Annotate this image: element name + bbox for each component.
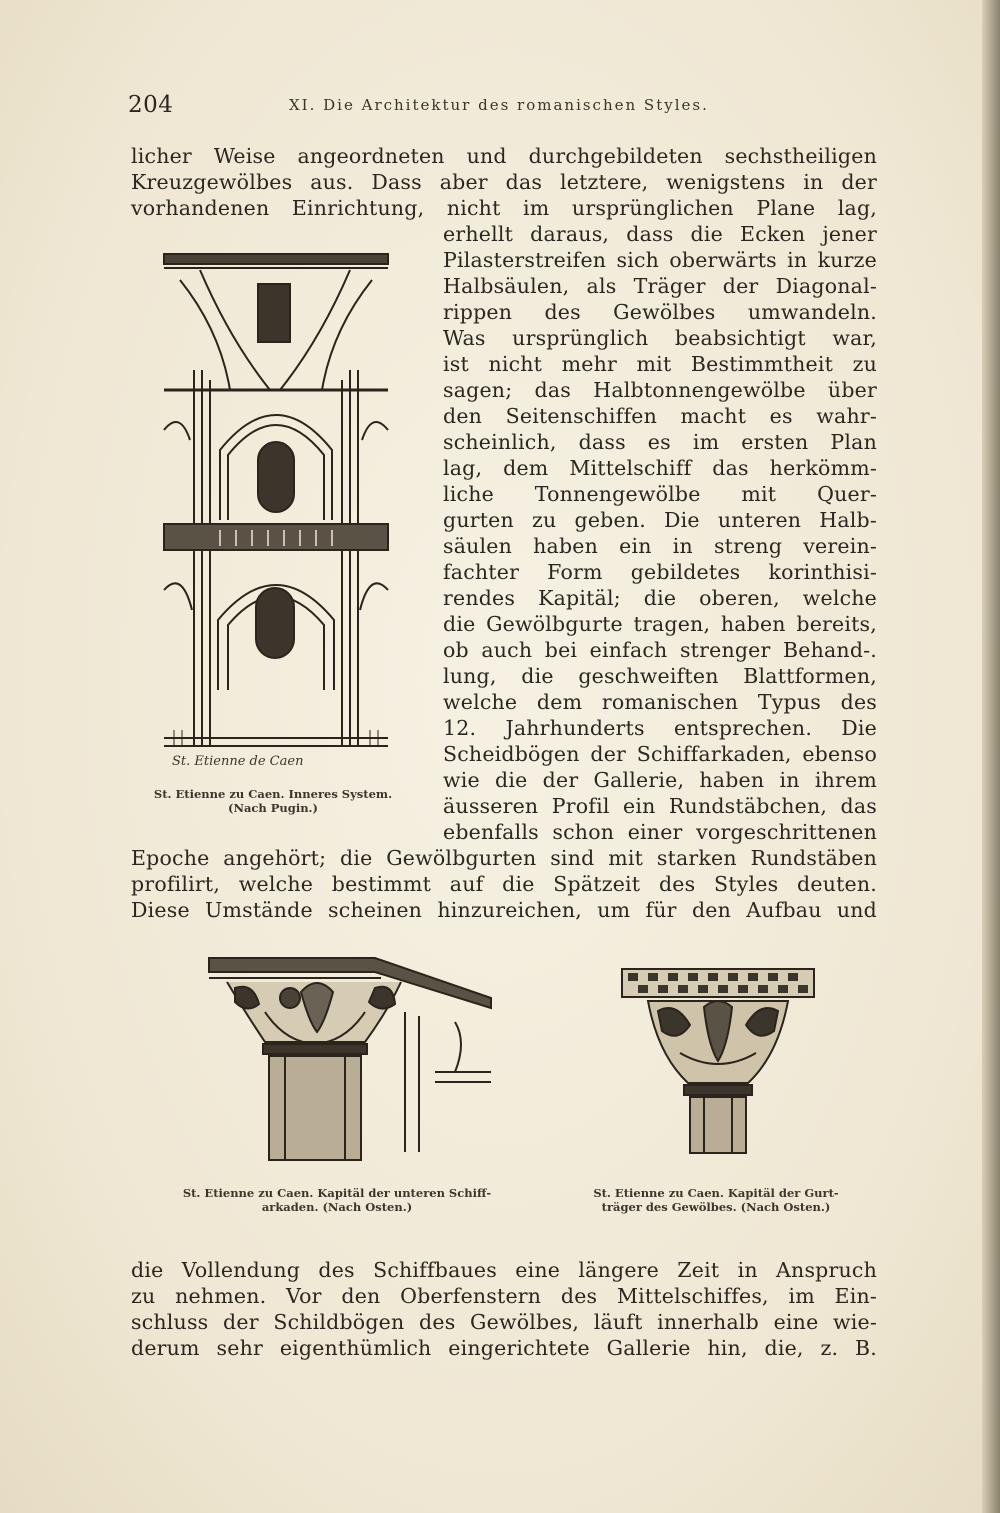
text-line: Diese Umstände scheinen hinzureichen, um für den Aufbau und [131,898,877,922]
caption-line: St. Etienne zu Caen. Kapitäl der unteren Schiff- [182,1186,492,1200]
text-line: Halbsäulen, als Träger der Diagonal- [443,274,877,298]
interior-elevation-figure [160,250,392,750]
text-line: Pilasterstreifen sich oberwärts in kurze [443,248,877,272]
text-line: Kreuzgewölbes aus. Dass aber das letztere, wenigstens in der [131,170,877,194]
text-line: derum sehr eigenthümlich eingerichtete Gallerie hin, die, z. B. [131,1336,877,1360]
text-line: die Gewölbgurte tragen, haben bereits, [443,612,877,636]
vault-capital-caption [556,1186,876,1214]
text-line: vorhandenen Einrichtung, nicht im ursprünglichen Plane lag, [131,196,877,220]
caption-line: arkaden. (Nach Osten.) [261,1200,413,1214]
text-line: liche Tonnengewölbe mit Quer- [443,482,877,506]
text-line: lag, dem Mittelschiff das herkömm- [443,456,877,480]
text-line: schluss der Schildbögen des Gewölbes, läuft innerhalb eine wie- [131,1310,877,1334]
page-edge [982,0,1000,1513]
text-line: ebenfalls schon einer vorgeschrittenen [443,820,877,844]
arcade-capital-figure [205,952,495,1162]
text-line: wie die der Gallerie, haben in ihrem [443,768,877,792]
interior-elevation-drawing [160,250,392,750]
caption-line: träger des Gewölbes. (Nach Osten.) [601,1200,831,1214]
text-line: gurten zu geben. Die unteren Halb- [443,508,877,532]
caption-line: St. Etienne zu Caen. Kapitäl der Gurt- [593,1186,839,1200]
vault-capital-drawing [618,965,818,1155]
arcade-capital-drawing [205,952,495,1162]
text-line: licher Weise angeordneten und durchgebildeten sechstheiligen [131,144,877,168]
arcade-capital-caption [152,1186,522,1214]
caption-line: (Nach Pugin.) [228,801,318,815]
text-line: erhellt daraus, dass die Ecken jener [443,222,877,246]
text-line: äusseren Profil ein Rundstäbchen, das [443,794,877,818]
interior-figure-caption [128,787,418,815]
text-line: lung, die geschweiften Blattformen, [443,664,877,688]
vault-capital-figure [618,965,818,1155]
text-line: Epoche angehört; die Gewölbgurten sind mit starken Rundstäben [131,846,877,870]
text-line: welche dem romanischen Typus des [443,690,877,714]
text-line: säulen haben ein in streng verein- [443,534,877,558]
running-head: XI. Die Architektur des romanischen Styles. [289,96,709,114]
page-number: 204 [128,92,174,118]
text-line: rendes Kapitäl; die oberen, welche [443,586,877,610]
caption-line: St. Etienne zu Caen. Inneres System. [153,787,393,801]
text-line: profilirt, welche bestimmt auf die Spätzeit des Styles deuten. [131,872,877,896]
text-line: Scheidbögen der Schiffarkaden, ebenso [443,742,877,766]
text-line: ist nicht mehr mit Bestimmtheit zu [443,352,877,376]
page-header [128,92,888,122]
figure-inscription: St. Etienne de Caen [172,754,304,769]
text-line: die Vollendung des Schiffbaues eine längere Zeit in Anspruch [131,1258,877,1282]
text-line: fachter Form gebildetes korinthisi- [443,560,877,584]
text-line: zu nehmen. Vor den Oberfenstern des Mittelschiffes, im Ein- [131,1284,877,1308]
text-line: 12. Jahrhunderts entsprechen. Die [443,716,877,740]
text-line: Was ursprünglich beabsichtigt war, [443,326,877,350]
text-line: rippen des Gewölbes umwandeln. [443,300,877,324]
text-line: scheinlich, dass es im ersten Plan [443,430,877,454]
text-line: ob auch bei einfach strenger Behand-. [443,638,877,662]
text-line: den Seitenschiffen macht es wahr- [443,404,877,428]
text-line: sagen; das Halbtonnengewölbe über [443,378,877,402]
